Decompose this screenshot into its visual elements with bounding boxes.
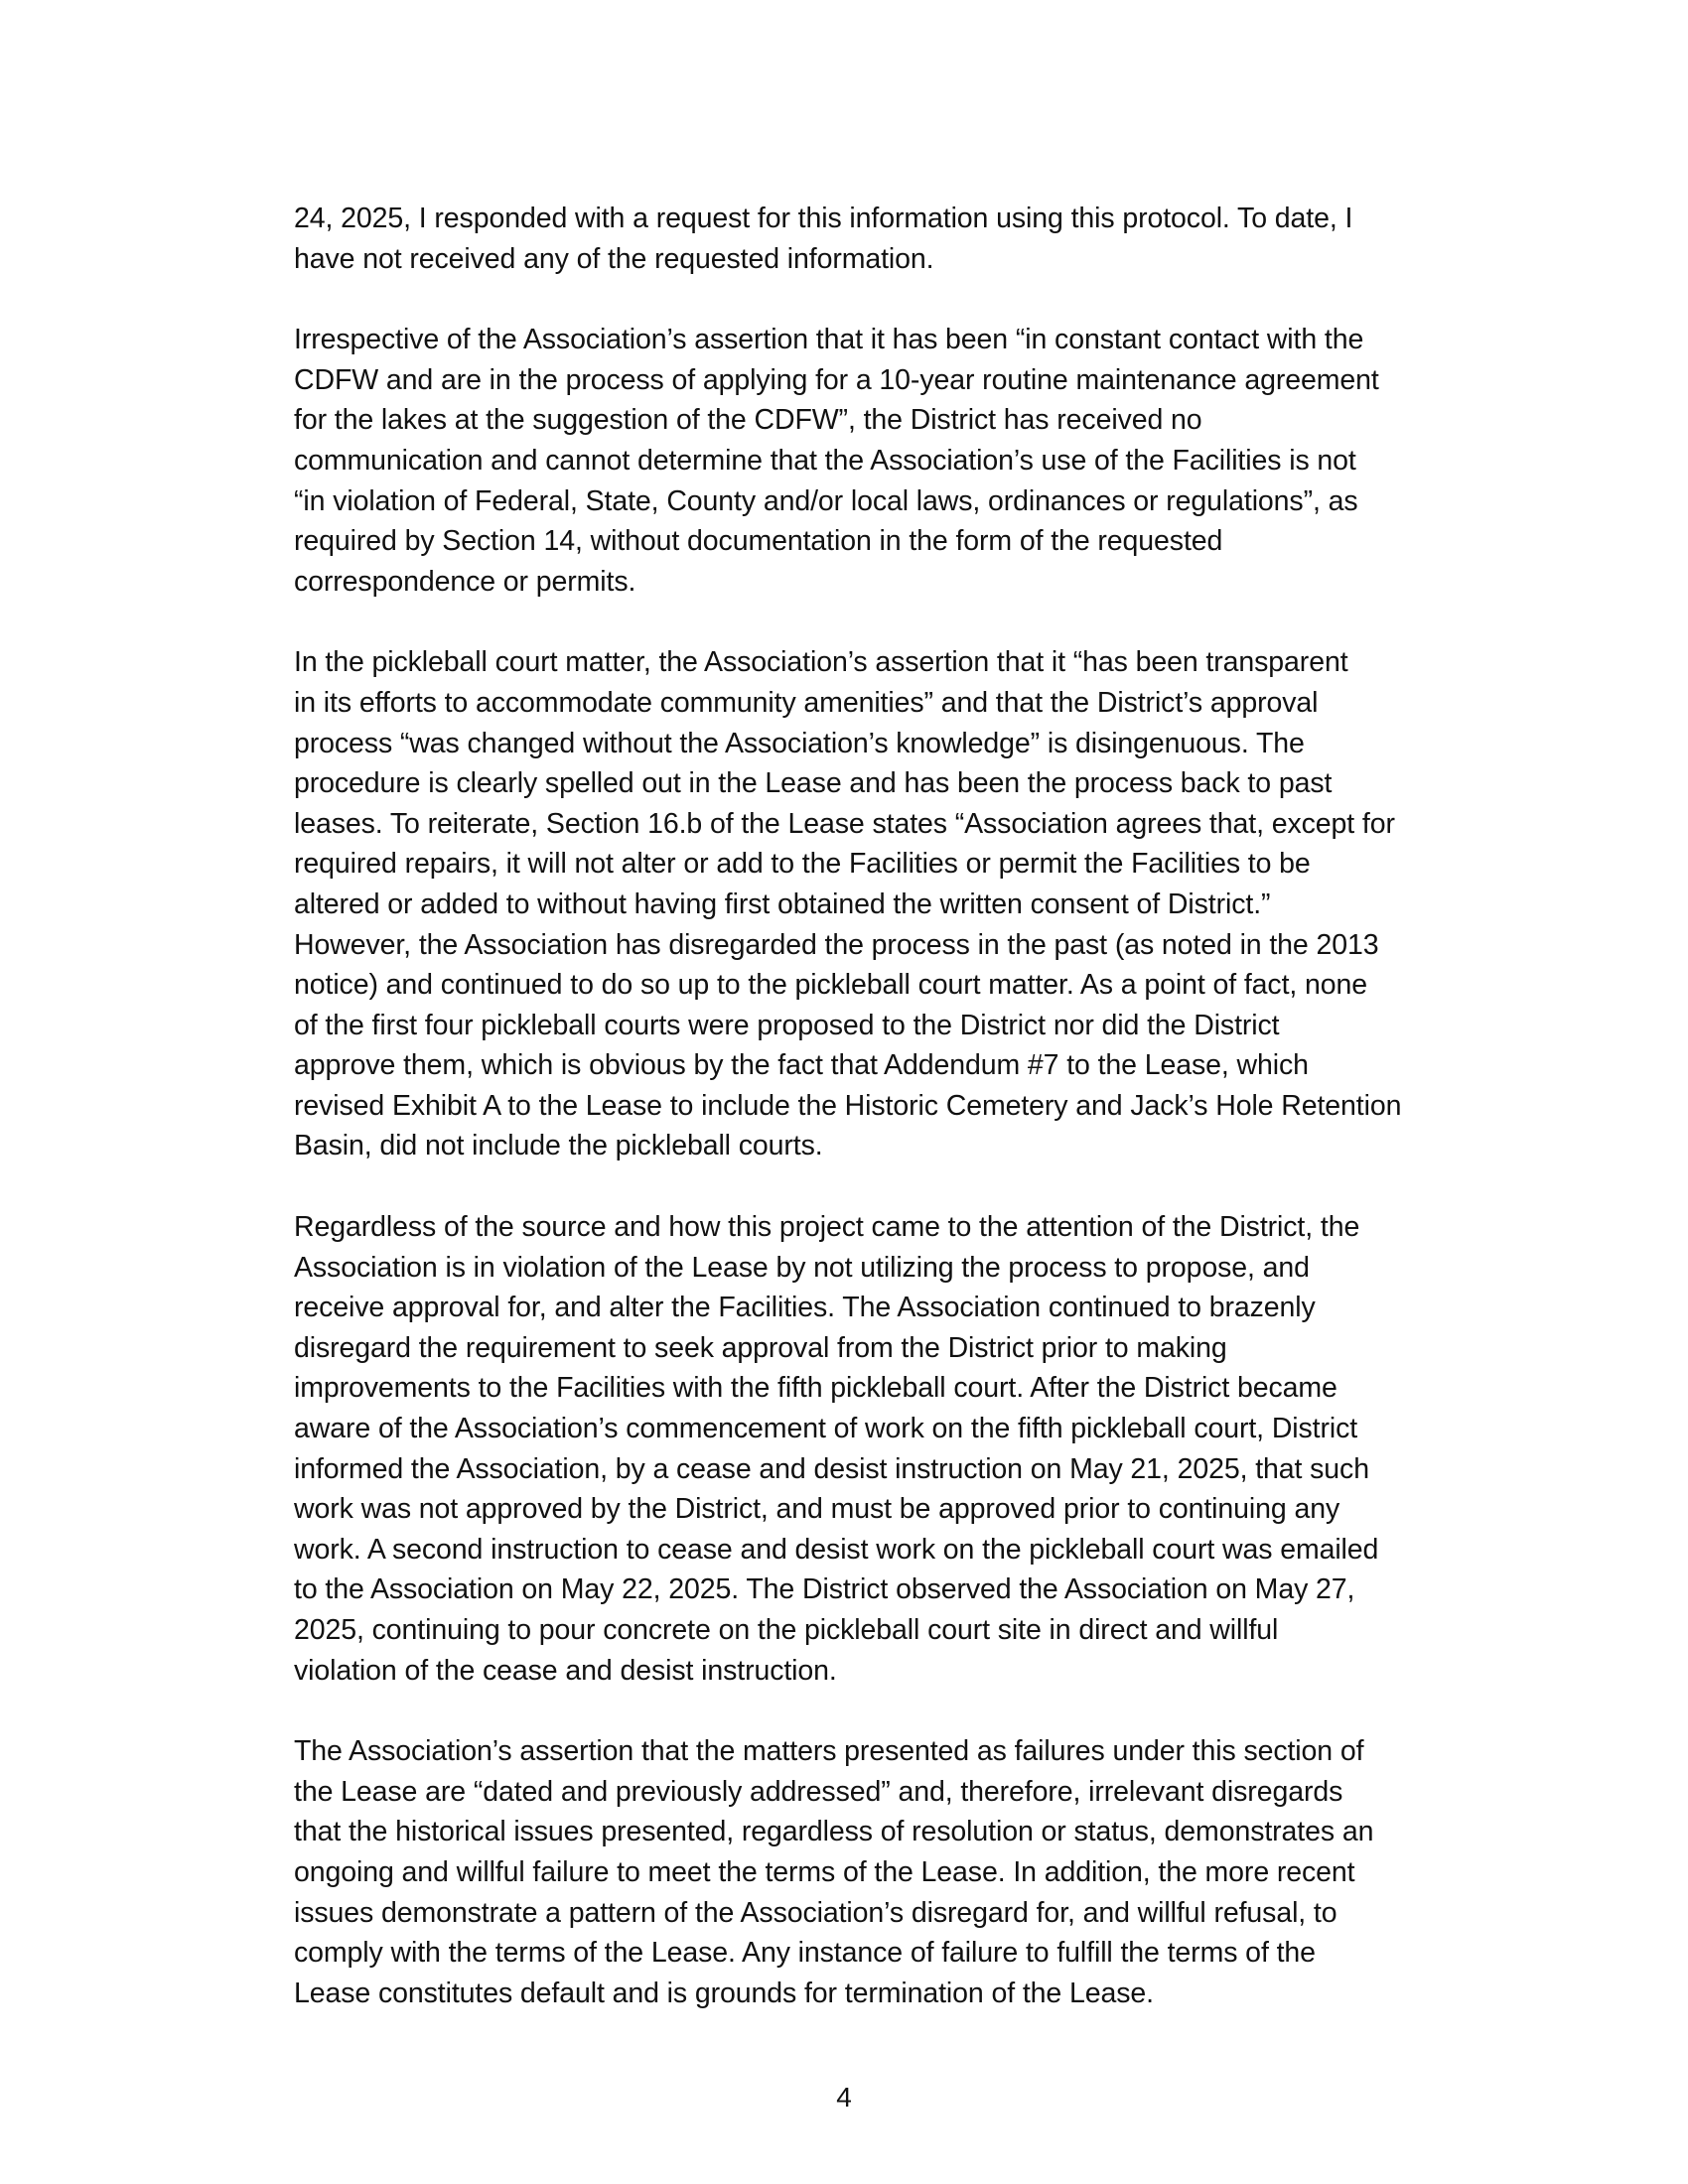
text-line: for the lakes at the suggestion of the CDFW”, the District has received no bbox=[294, 404, 1202, 437]
text-line: work was not approved by the District, and must be approved prior to continuing any bbox=[294, 1493, 1340, 1526]
text-line: comply with the terms of the Lease. Any instance of failure to fulfill the terms of the bbox=[294, 1937, 1316, 1970]
text-line: Regardless of the source and how this project came to the attention of the District, the bbox=[294, 1211, 1360, 1244]
text-line: The Association’s assertion that the matters presented as failures under this section of bbox=[294, 1735, 1364, 1768]
text-line: Basin, did not include the pickleball courts. bbox=[294, 1130, 823, 1162]
text-line: aware of the Association’s commencement of work on the fifth pickleball court, District bbox=[294, 1413, 1358, 1445]
text-line: However, the Association has disregarded the process in the past (as noted in the 2013 bbox=[294, 928, 1379, 961]
paragraph-3 bbox=[294, 642, 1471, 1166]
text-line: informed the Association, by a cease and desist instruction on May 21, 2025, that such bbox=[294, 1452, 1369, 1485]
text-line: that the historical issues presented, regardless of resolution or status, demonstrates an bbox=[294, 1816, 1374, 1848]
paragraph-4 bbox=[294, 1207, 1471, 1691]
text-line: In the pickleball court matter, the Association’s assertion that it “has been transparent bbox=[294, 646, 1348, 679]
text-line: ongoing and willful failure to meet the terms of the Lease. In addition, the more recent bbox=[294, 1855, 1355, 1888]
text-line: revised Exhibit A to the Lease to include the Historic Cemetery and Jack’s Hole Retention bbox=[294, 1089, 1402, 1122]
text-line: disregard the requirement to seek approval from the District prior to making bbox=[294, 1331, 1227, 1364]
body-text bbox=[294, 199, 1471, 2054]
text-line: CDFW and are in the process of applying for a 10-year routine maintenance agreement bbox=[294, 363, 1379, 396]
text-line: altered or added to without having first obtained the written consent of District.” bbox=[294, 887, 1271, 920]
text-line: procedure is clearly spelled out in the Lease and has been the process back to past bbox=[294, 767, 1333, 800]
text-line: notice) and continued to do so up to the pickleball court matter. As a point of fact, none bbox=[294, 969, 1368, 1002]
text-line: of the first four pickleball courts were proposed to the District nor did the District bbox=[294, 1009, 1280, 1041]
text-line: work. A second instruction to cease and desist work on the pickleball court was emailed bbox=[294, 1533, 1379, 1566]
text-line: violation of the cease and desist instruction. bbox=[294, 1654, 837, 1687]
text-line: the Lease are “dated and previously addressed” and, therefore, irrelevant disregards bbox=[294, 1775, 1343, 1808]
text-line: 2025, continuing to pour concrete on the pickleball court site in direct and willful bbox=[294, 1614, 1279, 1646]
text-line: leases. To reiterate, Section 16.b of the Lease states “Association agrees that, except for bbox=[294, 807, 1395, 840]
text-line: Irrespective of the Association’s assertion that it has been “in constant contact with the bbox=[294, 324, 1364, 356]
text-line: Lease constitutes default and is grounds for termination of the Lease. bbox=[294, 1977, 1154, 2009]
text-line: required repairs, it will not alter or add to the Facilities or permit the Facilities to be bbox=[294, 848, 1311, 881]
paragraph-5 bbox=[294, 1731, 1471, 2013]
text-line: receive approval for, and alter the Facilities. The Association continued to brazenly bbox=[294, 1292, 1316, 1324]
text-line: approve them, which is obvious by the fact that Addendum #7 to the Lease, which bbox=[294, 1049, 1309, 1082]
text-line: to the Association on May 22, 2025. The District observed the Association on May 27, bbox=[294, 1573, 1355, 1606]
text-line: required by Section 14, without documentation in the form of the requested bbox=[294, 525, 1223, 558]
text-line: communication and cannot determine that the Association’s use of the Facilities is not bbox=[294, 444, 1356, 477]
text-line: improvements to the Facilities with the fifth pickleball court. After the District became bbox=[294, 1372, 1337, 1405]
paragraph-1 bbox=[294, 199, 1471, 279]
text-line: “in violation of Federal, State, County and/or local laws, ordinances or regulations”, as bbox=[294, 484, 1358, 517]
text-line: correspondence or permits. bbox=[294, 565, 636, 598]
text-line: issues demonstrate a pattern of the Association’s disregard for, and willful refusal, to bbox=[294, 1896, 1337, 1929]
paragraph-2 bbox=[294, 320, 1471, 602]
text-line: 24, 2025, I responded with a request for this information using this protocol. To date, I bbox=[294, 203, 1353, 234]
text-line: have not received any of the requested information. bbox=[294, 242, 934, 275]
page-number: 4 bbox=[836, 2082, 852, 2113]
text-line: Association is in violation of the Lease by not utilizing the process to propose, and bbox=[294, 1251, 1310, 1284]
text-line: process “was changed without the Association’s knowledge” is disingenuous. The bbox=[294, 727, 1305, 759]
text-line: in its efforts to accommodate community amenities” and that the District’s approval bbox=[294, 686, 1319, 719]
